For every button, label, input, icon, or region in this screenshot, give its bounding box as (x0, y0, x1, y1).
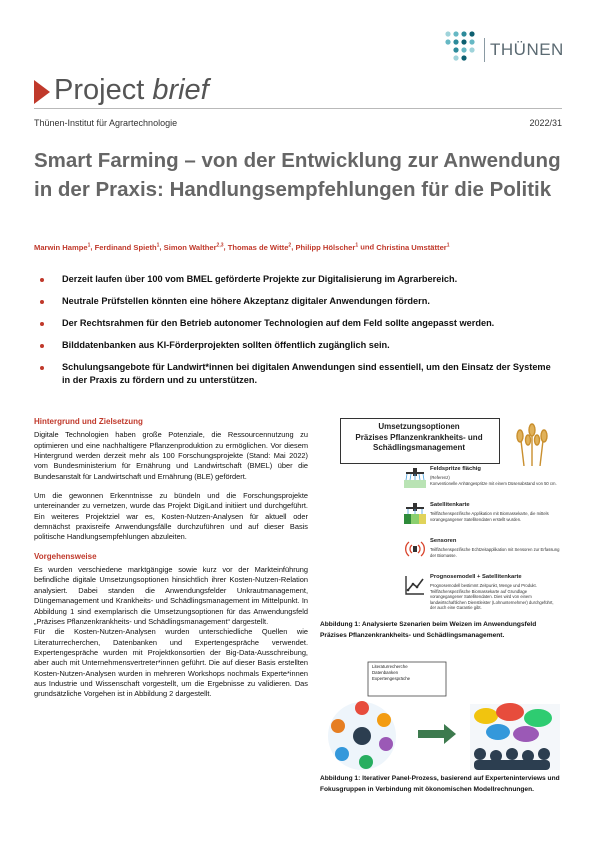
key-findings-list (40, 273, 560, 396)
sprayer-icon (404, 466, 426, 488)
author-name: Marwin Hampe$^1$ (34, 242, 91, 252)
process-arrow-icon (418, 724, 456, 744)
brief-triangle-icon (34, 80, 50, 104)
figure-2-caption: Abbildung 1: Iterativer Panel-Prozess, basierend auf Experteninterviews und Fokusgruppen in Verbindung mit ökonomischen Modellrechnungen. (320, 775, 560, 793)
author-affiliation: 1 (355, 242, 359, 248)
method-paragraph-1: Es wurden verschiedene marktgängige sowie kurz vor der Markteinführung befindliche digitale Umsetzungsoptionen hinsichtlich ihrer Kosten-Nutzen-Relation analysiert. Dabei standen die Anwendungsfelder Unkrautmanagement, Düngemanagement und Krankheits- und Schädlingsmanagement im Mittelpunkt. In Abbildung 1 sind exemplarisch die Umsetzungsoptionen für das Anwendungsfeld „Präzises Pflanzenkrankheits- und Schädlingsmanagement“ dargestellt. (34, 565, 308, 626)
header-divider (34, 108, 562, 109)
author-affiliation: 2,3 (216, 242, 224, 248)
bullet-icon (40, 344, 44, 348)
focus-group-icon (470, 703, 560, 770)
figure-1-caption: Abbildung 1: Analysierte Szenarien beim Weizen im Anwendungsfeld Präzises Pflanzenkrankheits- und Schädlingsmanagement. (320, 621, 537, 639)
author-affiliation: 2 (288, 242, 292, 248)
author-affiliation: 1 (446, 242, 450, 248)
sources-box-text: Literaturrecherche Datenbanken Expertengespräche (372, 664, 411, 681)
author-name: Philipp Hölscher$^1$ (295, 242, 359, 252)
key-finding-text: Schulungsangebote für Landwirt*innen bei digitalen Anwendungen sind essentiell, um den Einsatz der Systeme in der Praxis zu fördern und zu unterstützen. (62, 362, 551, 385)
figure-1-title (342, 422, 496, 454)
wheat-icon (512, 422, 552, 466)
key-finding-item (40, 317, 560, 330)
thuenen-logo (444, 30, 564, 66)
figure-1-title-line-3: Schädlingsmanagement (372, 443, 466, 452)
figure-2 (320, 660, 564, 774)
author-name: Christina Umstätter$^1$ (376, 242, 450, 252)
key-finding-text: Bilddatenbanken aus KI-Förderprojekten sollten öffentlich zugänglich sein. (62, 340, 390, 350)
brief-word-project: Project (54, 74, 145, 106)
option-3-text: Teilflächenspezifische Echtzeitapplikation mit Sensoren zur Erfassung der Biomasse. (430, 547, 560, 558)
figure-1-title-line-1: Umsetzungsoptionen (378, 422, 460, 431)
background-paragraph-1: Digitale Technologien haben große Potenziale, die Ressourcennutzung zu optimieren und eine nachhaltigere Pflanzenproduktion zu ermöglichen. Vor diesem Hintergrund werden derzeit mehr als 100 Forschungsprojekte (Stand: Mai 2022) vom Bundesministerium für Ernährung und Landwirtschaft (BMEL) über die Bundesanstalt für Landwirtschaft und Ernährung (BLE) gefördert. (34, 430, 308, 481)
project-brief-heading (54, 74, 209, 107)
figure-1 (320, 418, 560, 618)
body-text-column (34, 417, 308, 709)
method-paragraph-2: Für die Kosten-Nutzen-Analysen wurden unterschiedliche Quellen wie Literaturrecherchen, Datenbanken und Expertengespräche verwendet. Expertengespräche wurden mit Projektkonsortien der Big-Data-Ausschreibung, aber auch mit Unternehmensvertreter*innen geführt. Die auf dieser Basis erstellten Kosten-Nutzen-Analysen wurden in mehreren Workshops nochmals Experte*innen aus Industrie und Wissenschaft vorgestellt, um die Ergebnisse zu validieren. Das grundsätzliche Vorgehen ist in Abbildung 2 dargestellt. (34, 627, 308, 699)
bullet-icon (40, 322, 44, 326)
dot-grid-logo-icon (444, 30, 482, 66)
key-finding-item (40, 339, 560, 352)
key-finding-text: Der Rechtsrahmen für den Betrieb autonomer Technologien auf dem Feld sollte angepasst werden. (62, 318, 495, 328)
option-1-title: Feldspritze flächig (430, 466, 481, 472)
option-2-text: Teilflächenspezifische Applikation mit Biomassekarte, die mittels vorangegangener Satellitendaten erstellt wurden. (430, 511, 549, 522)
brief-word-brief: brief (152, 74, 209, 106)
author-name: Simon Walther$^{2,3}$ (163, 242, 224, 252)
key-finding-item (40, 295, 560, 308)
bullet-icon (40, 366, 44, 370)
option-2-title: Satellitenkarte (430, 502, 470, 508)
option-4-text: Prognosemodell bestimmt Zeitpunkt, Menge und Produkt. Teilflächenspezifische Biomassekarte auf Grundlage vorangegangener Satellitendaten. Dies wird von einem landwirtschaftlichen Dienstleister (Lohnunternehmer) durchgeführt, der auch eine Garantie gibt. (430, 583, 554, 611)
institute-name: Thünen-Institut für Agrartechnologie (34, 118, 178, 128)
key-finding-text: Neutrale Prüfstellen könnten eine höhere Akzeptanz digitaler Anwendungen fördern. (62, 296, 430, 306)
author-affiliation: 1 (156, 242, 160, 248)
section-heading-background: Hintergrund und Zielsetzung (34, 417, 143, 426)
section-heading-method: Vorgehensweise (34, 551, 97, 561)
option-1-text: (Referenz) Konventionelle Anhängespritze mit einem Düsenabstand von 50 cm. (430, 475, 557, 486)
option-4-title: Prognosemodell + Satellitenkarte (430, 574, 522, 580)
key-finding-item (40, 273, 560, 286)
bullet-icon (40, 278, 44, 282)
expert-group-icon (328, 701, 396, 770)
author-list: Marwin Hampe$^1$, Ferdinand Spieth$^1$, Simon Walther$^{2,3}$, Thomas de Witte$^2$, Philipp Hölscher$^1$ und Christina Umstätter$^1$ (34, 242, 450, 252)
bullet-icon (40, 300, 44, 304)
issue-number: 2022/31 (529, 118, 562, 128)
author-name: Ferdinand Spieth$^1$ (94, 242, 160, 252)
option-3-title: Sensoren (430, 538, 457, 544)
figure-1-title-line-2: Präzises Pflanzenkrankheits- und (355, 432, 483, 442)
key-finding-item (40, 361, 560, 387)
satellite-map-icon (404, 502, 426, 524)
key-finding-text: Derzeit laufen über 100 vom BMEL geförderte Projekte zur Digitalisierung im Agrarbereich. (62, 274, 458, 284)
logo-divider (484, 38, 485, 62)
author-name: Thomas de Witte$^2$ (227, 242, 292, 252)
background-paragraph-2: Um die gewonnen Erkenntnisse zu bündeln und die Forschungsprojekte untereinander zu vernetzen, wurde das Projekt DigiLand initiiert und durchgeführt. Ein weiteres Projektziel war es, Kosten-Nutzen-Analysen für aktuell oder demnächst praxisreife Anwendungsfälle durchzuführen und auf dieser Basis politische Handlungsempfehlungen abzuleiten. (34, 491, 308, 542)
forecast-chart-icon (404, 574, 426, 596)
page-title: Smart Farming – von der Entwicklung zur Anwendung in der Praxis: Handlungsempfehlungen für die Politik (34, 149, 561, 201)
logo-wordmark: THÜNEN (490, 40, 564, 59)
author-affiliation: 1 (87, 242, 91, 248)
sensor-icon (404, 538, 426, 560)
